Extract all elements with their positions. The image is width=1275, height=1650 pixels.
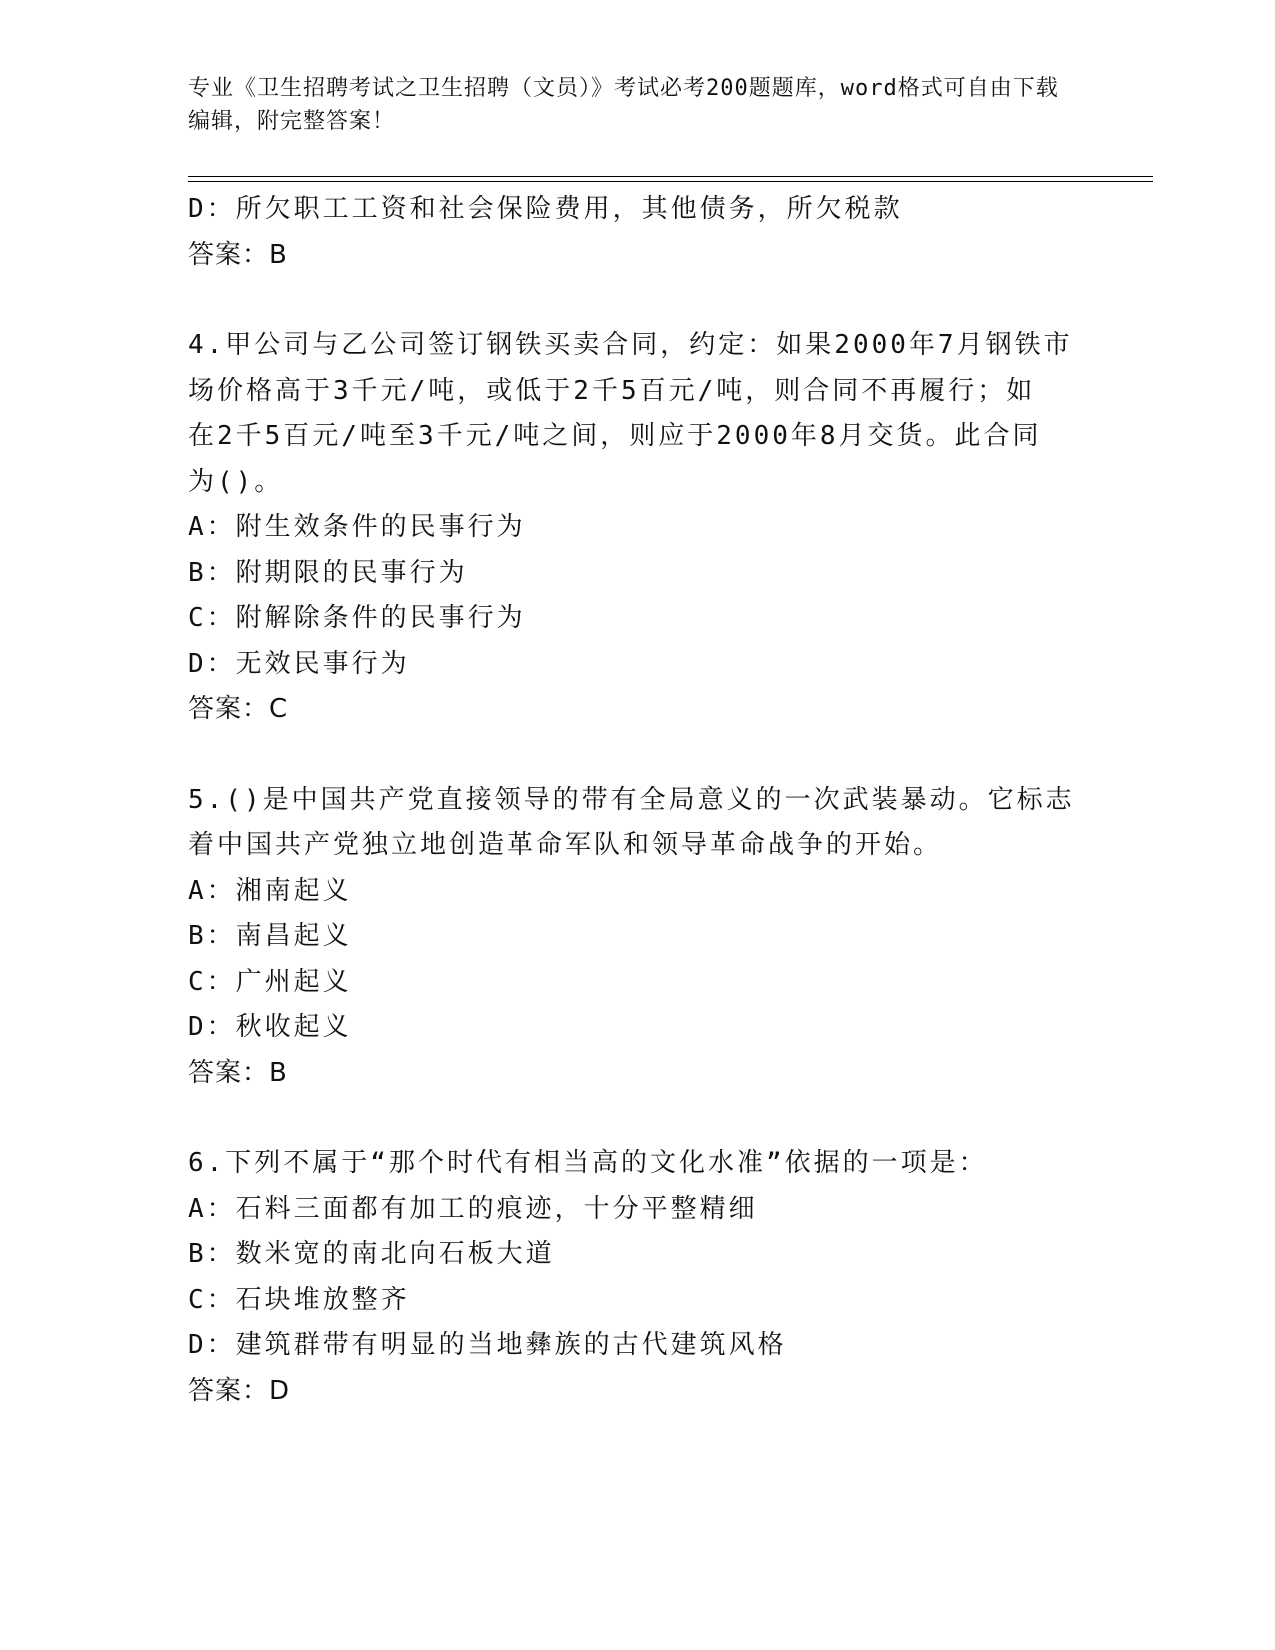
option-c: C：石块堆放整齐 bbox=[188, 1284, 410, 1315]
option-a: A：湘南起义 bbox=[188, 875, 352, 906]
option-d: D：秋收起义 bbox=[188, 1012, 352, 1042]
option-a: A：石料三面都有加工的痕迹，十分平整精细 bbox=[188, 1193, 758, 1224]
question-stem-line: 场价格高于3千元/吨，或低于2千5百元/吨，则合同不再履行；如 bbox=[188, 375, 1036, 406]
answer: 答案：B bbox=[188, 1057, 288, 1088]
option-b: B：附期限的民事行为 bbox=[188, 557, 468, 588]
question-6 bbox=[188, 1141, 1068, 1414]
answer: 答案：D bbox=[188, 1375, 291, 1406]
header-rule-top bbox=[188, 176, 1153, 177]
question-stem-line: 6.下列不属于“那个时代有相当高的文化水准”依据的一项是： bbox=[188, 1148, 988, 1178]
option-c: C：广州起义 bbox=[188, 966, 352, 997]
option-b: B：数米宽的南北向石板大道 bbox=[188, 1239, 555, 1269]
question-fragment bbox=[188, 187, 1068, 278]
question-stem-line: 4.甲公司与乙公司签订钢铁买卖合同，约定：如果2000年7月钢铁市 bbox=[188, 330, 1073, 360]
option-d: D：无效民事行为 bbox=[188, 648, 410, 679]
header-rule-bottom bbox=[188, 181, 1153, 182]
option-c: C：附解除条件的民事行为 bbox=[188, 603, 526, 633]
document-header: 专业《卫生招聘考试之卫生招聘（文员）》考试必考200题题库，word格式可自由下载编辑，附完整答案！ bbox=[188, 76, 1059, 134]
option-d: D：所欠职工工资和社会保险费用，其他债务，所欠税款 bbox=[188, 194, 903, 224]
spacer bbox=[188, 733, 1068, 778]
question-5 bbox=[188, 778, 1075, 1097]
option-d: D：建筑群带有明显的当地彝族的古代建筑风格 bbox=[188, 1330, 787, 1360]
answer: 答案：C bbox=[188, 694, 289, 724]
question-stem-line: 5.()是中国共产党直接领导的带有全局意义的一次武装暴动。它标志 bbox=[188, 784, 1075, 815]
option-b: B：南昌起义 bbox=[188, 921, 352, 951]
answer: 答案：B bbox=[188, 239, 288, 270]
option-a: A：附生效条件的民事行为 bbox=[188, 512, 526, 542]
question-stem-line: 为()。 bbox=[188, 466, 284, 497]
question-stem-line: 在2千5百元/吨至3千元/吨之间，则应于2000年8月交货。此合同 bbox=[188, 421, 1042, 451]
question-4 bbox=[188, 323, 1073, 733]
spacer bbox=[188, 278, 1068, 323]
spacer bbox=[188, 1096, 1068, 1141]
document-body bbox=[188, 187, 1075, 1414]
question-stem-line: 着中国共产党独立地创造革命军队和领导革命战争的开始。 bbox=[188, 830, 943, 860]
